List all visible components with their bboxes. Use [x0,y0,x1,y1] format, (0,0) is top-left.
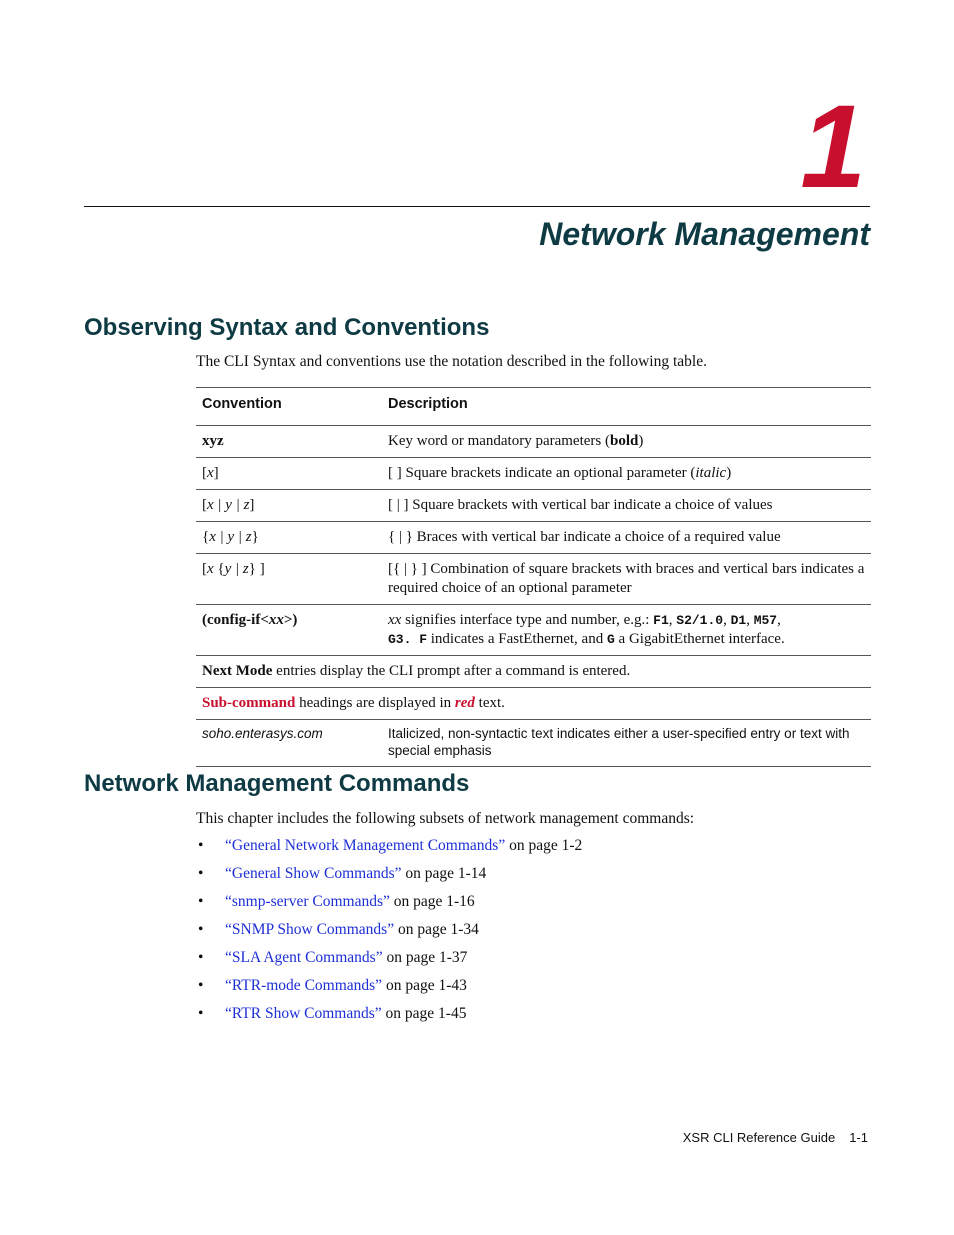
column-header-description: Description [382,388,871,426]
list-item: • “RTR-mode Commands” on page 1-43 [198,977,467,994]
convention-cell: xyz [196,426,382,458]
table-row [196,554,871,605]
cross-reference-link[interactable]: “RTR-mode Commands” [225,977,383,994]
list-item: • “SNMP Show Commands” on page 1-34 [198,921,479,938]
table-row [196,458,871,490]
bullet: • [198,837,204,854]
table-header-row [196,388,871,426]
description-cell: [ ] Square brackets indicate an optional parameter (italic) [382,458,871,490]
description-cell: [{ | } ] Combination of square brackets with braces and vertical bars indicates a required choice of an optional parameter [382,554,871,605]
convention-cell: soho.enterasys.com [196,720,382,767]
cross-reference-link[interactable]: “RTR Show Commands” [225,1005,382,1022]
table-row [196,522,871,554]
list-item: • “SLA Agent Commands” on page 1-37 [198,949,468,966]
cross-reference-link[interactable]: “snmp-server Commands” [225,893,390,910]
footer-page-number: 1-1 [849,1130,868,1145]
chapter-divider [84,206,870,207]
cross-reference-link[interactable]: “General Network Management Commands” [225,837,506,854]
page-footer [683,1130,868,1145]
cross-reference-link[interactable]: “SNMP Show Commands” [225,921,395,938]
section-heading-commands: Network Management Commands [84,770,470,797]
bullet: • [198,949,204,966]
chapter-title: Network Management [539,216,870,252]
description-cell: Italicized, non-syntactic text indicates either a user-specified entry or text with special emphasis [382,720,871,767]
list-item: • “General Network Management Commands” on page 1-2 [198,837,583,854]
note-cell: Sub-command headings are displayed in red text. [196,688,871,720]
bullet: • [198,893,204,910]
bullet: • [198,977,204,994]
list-item: • “snmp-server Commands” on page 1-16 [198,893,475,910]
table-row [196,688,871,720]
convention-cell: [x] [196,458,382,490]
note-cell: Next Mode entries display the CLI prompt after a command is entered. [196,656,871,688]
section-intro-syntax: The CLI Syntax and conventions use the notation described in the following table. [196,353,707,370]
table-row [196,490,871,522]
table-row [196,426,871,458]
convention-cell: [x | y | z] [196,490,382,522]
command-subset-list [196,836,582,1032]
description-cell: [ | ] Square brackets with vertical bar indicate a choice of values [382,490,871,522]
footer-guide-title: XSR CLI Reference Guide [682,1130,836,1145]
description-cell: Key word or mandatory parameters (bold) [382,426,871,458]
section-intro-commands: This chapter includes the following subsets of network management commands: [196,810,695,827]
cross-reference-link[interactable]: “SLA Agent Commands” [225,949,383,966]
description-cell: xx signifies interface type and number, e.g.: F1, S2/1.0, D1, M57, G3. F indicates a FastEthernet, and G a GigabitEthernet interface. [382,605,871,656]
table-row [196,605,871,656]
list-item: • “General Show Commands” on page 1-14 [198,865,487,882]
bullet: • [198,921,204,938]
chapter-number: 1 [800,81,866,213]
bullet: • [198,865,204,882]
table-row [196,720,871,767]
section-heading-syntax: Observing Syntax and Conventions [84,314,490,341]
description-cell: { | } Braces with vertical bar indicate a choice of a required value [382,522,871,554]
cross-reference-link[interactable]: “General Show Commands” [225,865,402,882]
table-row [196,656,871,688]
column-header-convention: Convention [196,388,382,426]
list-item: • “RTR Show Commands” on page 1-45 [198,1005,467,1022]
bullet: • [198,1005,204,1022]
convention-cell: {x | y | z} [196,522,382,554]
conventions-table [196,387,871,767]
convention-cell: (config-if<xx>) [196,605,382,656]
convention-cell: [x {y | z} ] [196,554,382,605]
